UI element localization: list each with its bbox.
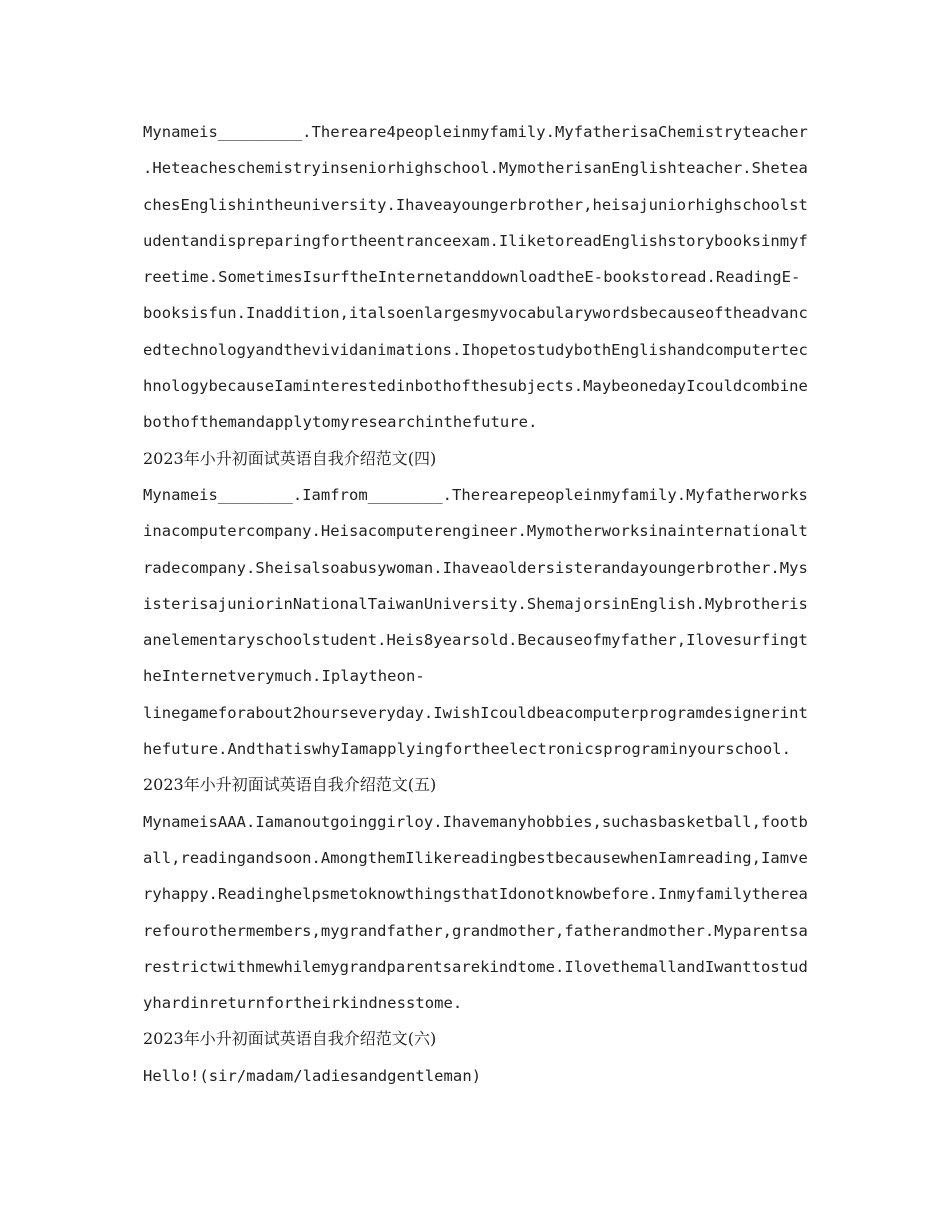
document-body bbox=[143, 114, 808, 1094]
paragraph-line: linegameforabout2hourseveryday.IwishIcouldbeacomputerprogramdesignerint bbox=[143, 703, 808, 722]
paragraph-line: isterisajuniorinNationalTaiwanUniversity.ShemajorsinEnglish.Mybrotheris bbox=[143, 594, 808, 613]
paragraph-line: inacomputercompany.Heisacomputerengineer.Mymotherworksinainternationalt bbox=[143, 522, 808, 541]
paragraph-line: ryhappy.ReadinghelpsmetoknowthingsthatIdonotknowbefore.Inmyfamilytherea bbox=[143, 885, 808, 904]
paragraph-line: .Heteacheschemistryinseniorhighschool.MymotherisanEnglishteacher.Shetea bbox=[143, 159, 808, 178]
paragraph-line: Mynameis_________.Thereare4peopleinmyfamily.MyfatherisaChemistryteacher bbox=[143, 123, 808, 141]
paragraph-line: reetime.SometimesIsurftheInternetanddownloadtheE-bookstoread.ReadingE- bbox=[143, 268, 801, 287]
paragraph-line: edtechnologyandthevividanimations.IhopetostudybothEnglishandcomputertec bbox=[143, 340, 808, 359]
paragraph-line: all,readingandsoon.AmongthemIlikereadingbestbecausewhenIamreading,Iamve bbox=[143, 848, 808, 867]
paragraph-line: hnologybecauseIaminterestedinbothofthesubjects.MaybeonedayIcouldcombine bbox=[143, 377, 808, 396]
section-heading: 2023年小升初面试英语自我介绍范文(四) bbox=[143, 448, 437, 468]
paragraph-line: radecompany.Sheisalsoabusywoman.Ihaveaoldersisterandayoungerbrother.Mys bbox=[143, 558, 808, 577]
paragraph-line: bothofthemandapplytomyresearchinthefuture. bbox=[143, 413, 538, 432]
paragraph-line: anelementaryschoolstudent.Heis8yearsold.Becauseofmyfather,Ilovesurfingt bbox=[143, 631, 808, 650]
paragraph-line: Hello!(sir/madam/ladiesandgentleman) bbox=[143, 1066, 482, 1085]
paragraph-line: hefuture.AndthatiswhyIamapplyingfortheelectronicsprograminyourschool. bbox=[143, 740, 792, 759]
paragraph-line: Mynameis________.Iamfrom________.Therearepeopleinmyfamily.Myfatherworks bbox=[143, 485, 808, 504]
section-heading: 2023年小升初面试英语自我介绍范文(六) bbox=[143, 1029, 437, 1049]
paragraph-line: udentandispreparingfortheentranceexam.IliketoreadEnglishstorybooksinmyf bbox=[143, 231, 808, 250]
paragraph-line: MynameisAAA.Iamanoutgoinggirloy.Ihavemanyhobbies,suchasbasketball,footb bbox=[143, 812, 808, 831]
paragraph-line: restrictwithmewhilemygrandparentsarekindtome.IlovethemallandIwanttostud bbox=[143, 957, 808, 976]
paragraph-line: heInternetverymuch.Iplaytheon- bbox=[143, 667, 425, 686]
section-heading: 2023年小升初面试英语自我介绍范文(五) bbox=[143, 775, 437, 795]
paragraph-line: refourothermembers,mygrandfather,grandmother,fatherandmother.Myparentsa bbox=[143, 921, 808, 940]
paragraph-line: booksisfun.Inaddition,italsoenlargesmyvocabularywordsbecauseoftheadvanc bbox=[143, 304, 808, 323]
paragraph-line: chesEnglishintheuniversity.Ihaveayoungerbrother,heisajuniorhighschoolst bbox=[143, 195, 808, 214]
paragraph-line: yhardinreturnfortheirkindnesstome. bbox=[143, 994, 463, 1013]
